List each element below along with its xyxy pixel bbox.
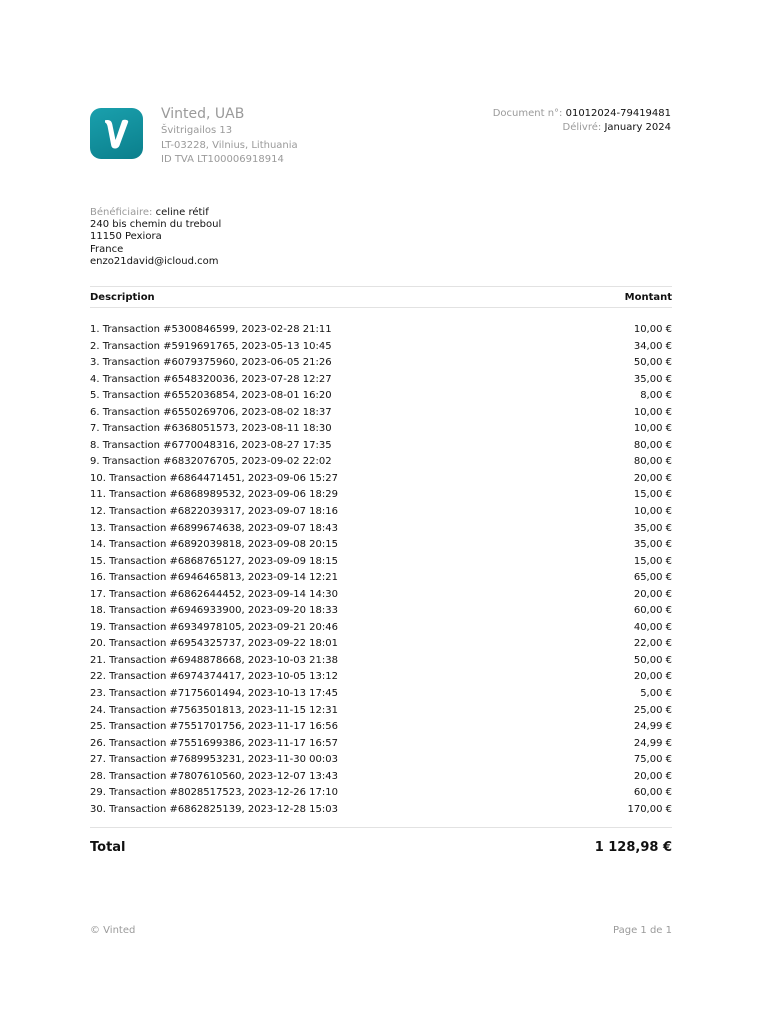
issued-label: Délivré: bbox=[562, 121, 602, 133]
row-description: 23. Transaction #7175601494, 2023-10-13 17:45 bbox=[90, 688, 338, 700]
table-row bbox=[90, 587, 672, 604]
table-header bbox=[90, 286, 672, 308]
table-row bbox=[90, 554, 672, 571]
row-amount: 80,00 € bbox=[633, 439, 672, 451]
row-amount: 8,00 € bbox=[640, 390, 672, 402]
row-amount: 75,00 € bbox=[633, 754, 672, 766]
row-description: 9. Transaction #6832076705, 2023-09-02 22:02 bbox=[90, 456, 332, 468]
row-description: 14. Transaction #6892039818, 2023-09-08 20:15 bbox=[90, 539, 338, 551]
table-row bbox=[90, 421, 672, 438]
table-row bbox=[90, 537, 672, 554]
table-row bbox=[90, 752, 672, 769]
row-description: 12. Transaction #6822039317, 2023-09-07 18:16 bbox=[90, 506, 338, 518]
row-amount: 35,00 € bbox=[633, 373, 672, 385]
issued-date: January 2024 bbox=[604, 121, 671, 133]
row-amount: 60,00 € bbox=[633, 787, 672, 799]
row-description: 16. Transaction #6946465813, 2023-09-14 12:21 bbox=[90, 572, 338, 584]
row-description: 28. Transaction #7807610560, 2023-12-07 13:43 bbox=[90, 770, 338, 782]
row-amount: 10,00 € bbox=[633, 506, 672, 518]
document-number-label: Document n°: bbox=[492, 108, 563, 119]
table-row bbox=[90, 669, 672, 686]
row-amount: 22,00 € bbox=[633, 638, 672, 650]
company-block bbox=[161, 106, 298, 168]
row-amount: 10,00 € bbox=[633, 324, 672, 335]
row-amount: 25,00 € bbox=[633, 704, 672, 716]
row-description: 18. Transaction #6946933900, 2023-09-20 18:33 bbox=[90, 605, 338, 617]
table-row bbox=[90, 322, 672, 339]
table-row bbox=[90, 471, 672, 488]
row-description: 6. Transaction #6550269706, 2023-08-02 18:37 bbox=[90, 406, 332, 418]
row-amount: 40,00 € bbox=[633, 621, 672, 633]
company-city: LT-03228, Vilnius, Lithuania bbox=[161, 139, 298, 151]
row-description: 13. Transaction #6899674638, 2023-09-07 18:43 bbox=[90, 522, 338, 534]
table-row bbox=[90, 355, 672, 372]
table-row bbox=[90, 405, 672, 422]
row-description: 19. Transaction #6934978105, 2023-09-21 20:46 bbox=[90, 621, 338, 633]
row-description: 15. Transaction #6868765127, 2023-09-09 18:15 bbox=[90, 555, 338, 567]
row-description: 26. Transaction #7551699386, 2023-11-17 16:57 bbox=[90, 737, 338, 749]
table-row bbox=[90, 703, 672, 720]
table-row bbox=[90, 769, 672, 786]
row-amount: 80,00 € bbox=[633, 456, 672, 468]
total-amount: 1 128,98 € bbox=[594, 840, 672, 855]
table-body bbox=[90, 322, 672, 818]
table-row bbox=[90, 785, 672, 802]
footer bbox=[90, 925, 672, 936]
table-row bbox=[90, 620, 672, 637]
table-row bbox=[90, 454, 672, 471]
total-label: Total bbox=[90, 840, 126, 855]
row-description: 4. Transaction #6548320036, 2023-07-28 12:27 bbox=[90, 373, 332, 385]
row-amount: 15,00 € bbox=[633, 555, 672, 567]
row-description: 11. Transaction #6868989532, 2023-09-06 18:29 bbox=[90, 489, 338, 501]
recipient-name: celine rétif bbox=[155, 207, 209, 218]
row-amount: 20,00 € bbox=[633, 770, 672, 782]
row-amount: 35,00 € bbox=[633, 522, 672, 534]
table-row bbox=[90, 653, 672, 670]
table-row bbox=[90, 504, 672, 521]
row-description: 1. Transaction #5300846599, 2023-02-28 21:11 bbox=[90, 324, 332, 335]
total-row bbox=[90, 840, 672, 855]
row-description: 8. Transaction #6770048316, 2023-08-27 17:35 bbox=[90, 439, 332, 451]
row-amount: 10,00 € bbox=[633, 406, 672, 418]
column-header-amount: Montant bbox=[624, 291, 672, 303]
row-amount: 24,99 € bbox=[633, 737, 672, 749]
recipient-block bbox=[90, 207, 221, 268]
row-description: 29. Transaction #8028517523, 2023-12-26 17:10 bbox=[90, 787, 338, 799]
row-amount: 50,00 € bbox=[633, 654, 672, 666]
row-amount: 20,00 € bbox=[633, 588, 672, 600]
table-row bbox=[90, 603, 672, 620]
company-name: Vinted, UAB bbox=[161, 106, 245, 122]
document-meta bbox=[493, 107, 671, 134]
table-row bbox=[90, 388, 672, 405]
row-description: 27. Transaction #7689953231, 2023-11-30 00:03 bbox=[90, 754, 338, 766]
row-description: 7. Transaction #6368051573, 2023-08-11 18:30 bbox=[90, 423, 332, 435]
table-row bbox=[90, 570, 672, 587]
company-street: Švitrigailos 13 bbox=[161, 125, 233, 136]
row-amount: 10,00 € bbox=[633, 423, 672, 435]
row-amount: 35,00 € bbox=[633, 539, 672, 551]
row-description: 21. Transaction #6948878668, 2023-10-03 21:38 bbox=[90, 654, 338, 666]
row-description: 17. Transaction #6862644452, 2023-09-14 14:30 bbox=[90, 588, 338, 600]
row-description: 25. Transaction #7551701756, 2023-11-17 16:56 bbox=[90, 721, 338, 733]
row-description: 5. Transaction #6552036854, 2023-08-01 16:20 bbox=[90, 390, 332, 402]
row-description: 10. Transaction #6864471451, 2023-09-06 15:27 bbox=[90, 472, 338, 484]
row-amount: 20,00 € bbox=[633, 671, 672, 683]
table-row bbox=[90, 521, 672, 538]
table-row bbox=[90, 686, 672, 703]
table-row bbox=[90, 487, 672, 504]
row-amount: 170,00 € bbox=[627, 803, 672, 815]
row-amount: 50,00 € bbox=[633, 357, 672, 369]
row-description: 3. Transaction #6079375960, 2023-06-05 21:26 bbox=[90, 357, 332, 369]
row-description: 2. Transaction #5919691765, 2023-05-13 10:45 bbox=[90, 340, 332, 352]
row-amount: 24,99 € bbox=[633, 721, 672, 733]
recipient-label: Bénéficiaire: bbox=[90, 207, 153, 218]
table-row bbox=[90, 636, 672, 653]
recipient-address-line1: 240 bis chemin du treboul bbox=[90, 219, 222, 231]
row-amount: 60,00 € bbox=[633, 605, 672, 617]
document-number: 01012024-79419481 bbox=[565, 108, 671, 119]
footer-page-number: Page 1 de 1 bbox=[613, 925, 672, 936]
footer-copyright: © Vinted bbox=[90, 925, 136, 936]
table-row bbox=[90, 372, 672, 389]
recipient-address-line2: 11150 Pexiora bbox=[90, 231, 162, 243]
vinted-logo bbox=[90, 108, 143, 159]
table-row bbox=[90, 438, 672, 455]
table-row bbox=[90, 802, 672, 819]
row-description: 20. Transaction #6954325737, 2023-09-22 18:01 bbox=[90, 638, 338, 650]
vinted-v-icon bbox=[102, 116, 132, 152]
table-row bbox=[90, 339, 672, 356]
row-description: 24. Transaction #7563501813, 2023-11-15 12:31 bbox=[90, 704, 338, 716]
table-row bbox=[90, 719, 672, 736]
company-vat: ID TVA LT100006918914 bbox=[161, 154, 284, 165]
row-amount: 15,00 € bbox=[633, 489, 672, 501]
table-row bbox=[90, 736, 672, 753]
transactions-table bbox=[90, 286, 672, 818]
total-divider bbox=[90, 827, 672, 828]
row-amount: 34,00 € bbox=[633, 340, 672, 352]
row-description: 30. Transaction #6862825139, 2023-12-28 15:03 bbox=[90, 803, 338, 815]
row-amount: 5,00 € bbox=[640, 688, 672, 700]
row-amount: 20,00 € bbox=[633, 472, 672, 484]
recipient-email: enzo21david@icloud.com bbox=[90, 255, 219, 267]
column-header-description: Description bbox=[90, 291, 155, 303]
recipient-country: France bbox=[90, 243, 124, 255]
row-description: 22. Transaction #6974374417, 2023-10-05 13:12 bbox=[90, 671, 338, 683]
row-amount: 65,00 € bbox=[633, 572, 672, 584]
